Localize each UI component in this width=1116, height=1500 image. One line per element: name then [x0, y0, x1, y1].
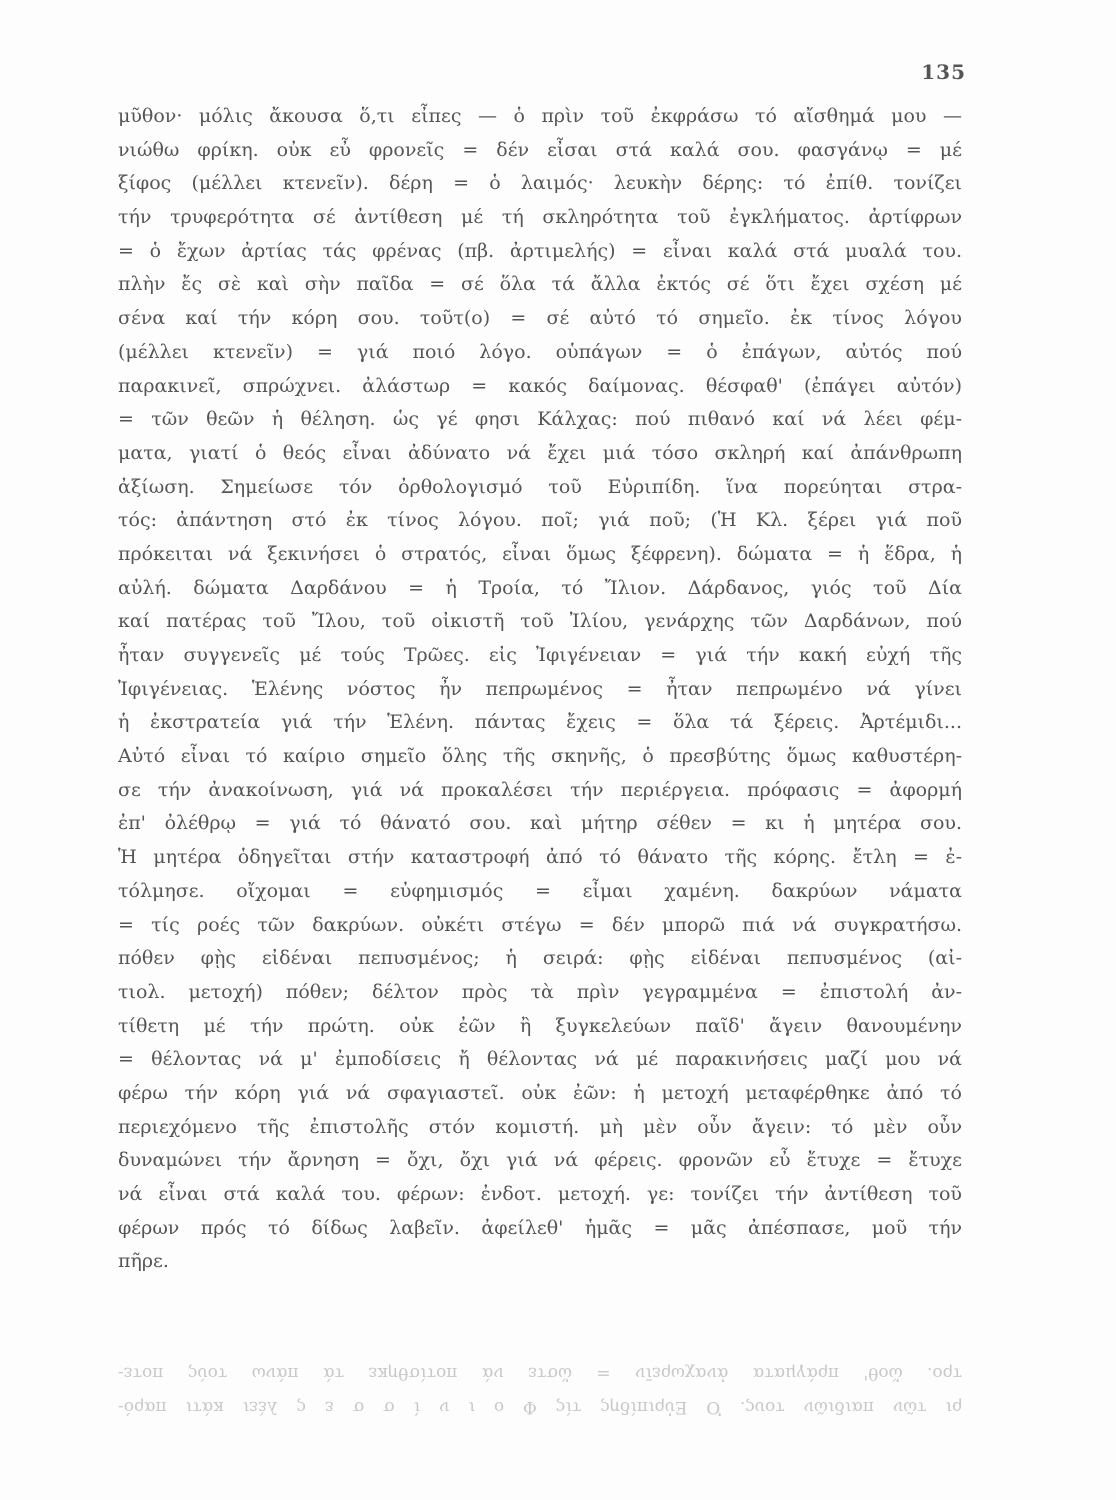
text-line: (μέλλει κτενεῖν) = γιά ποιό λόγο. οὑπάγων = ὁ ἐπάγων, αὐτός πού [118, 340, 962, 363]
text-line: νά εἶναι στά καλά του. φέρων: ἐνδοτ. μετοχή. γε: τονίζει τήν ἀντίθεση τοῦ [118, 1183, 962, 1205]
text-line: ἐπ' ὀλέθρῳ = γιά τό θάνατό σου. καὶ μήτηρ σέθεν = κι ἡ μητέρα σου. [118, 812, 962, 835]
text-line: τίθετη μέ τήν πρώτη. οὐκ ἐῶν ἢ ξυγκελεύων παῖδ' ἄγειν θανουμένην [118, 1014, 962, 1037]
text-line: ματα, γιατί ὁ θεός εἶναι ἀδύνατο νά ἔχει μιά τόσο σκληρή καί ἀπάνθρωπη [118, 441, 962, 464]
text-line: πόθεν φῂς εἰδέναι πεπυσμένος; ἡ σειρά: φῂς εἰδέναι πεπυσμένος (αἰ- [118, 947, 962, 970]
commentary-text [118, 100, 962, 1279]
text-line: = θέλοντας νά μ' ἐμποδίσεις ἤ θέλοντας νά μέ παρακινήσεις μαζί μου νά [118, 1048, 962, 1071]
text-line: δυναμώνει τήν ἄρνηση = ὄχι, ὄχι γιά νά φέρεις. φρονῶν εὖ ἔτυχε = ἔτυχε [118, 1149, 962, 1172]
text-line: = τῶν θεῶν ἡ θέληση. ὡς γέ φησι Κάλχας: πού πιθανό καί νά λέει φέμ- [118, 408, 962, 431]
text-line: περιεχόμενο τῆς ἐπιστολῆς στόν κομιστή. μὴ μὲν οὖν ἄγειν: τό μὲν οὖν [118, 1115, 962, 1138]
text-line: ἦταν συγγενεῖς μέ τούς Τρῶες. εἰς Ἰφιγένειαν = γιά τήν κακή εὐχή τῆς [118, 644, 962, 666]
text-line: τόλμησε. οἴχομαι = εὐφημισμός = εἶμαι χαμένη. δακρύων νάματα [118, 879, 962, 902]
text-line: φέρω τήν κόρη γιά νά σφαγιαστεῖ. οὐκ ἐῶν: ἡ μετοχή μεταφέρθηκε ἀπό τό [118, 1081, 962, 1104]
text-line: πλὴν ἔς σὲ καὶ σὴν παῖδα = σέ ὅλα τά ἄλλα ἐκτός σέ ὅτι ἔχει σχέση μέ [118, 273, 962, 296]
text-line: τός: ἀπάντηση στό ἐκ τίνος λόγου. ποῖ; γιά ποῦ; (Ἡ Κλ. ξέρει γιά ποῦ [118, 509, 962, 532]
text-line: μῦθον· μόλις ἄκουσα ὅ,τι εἶπες — ὁ πρὶν τοῦ ἐκφράσω τό αἴσθημά μου — [118, 105, 962, 127]
text-line: = τίς ροές τῶν δακρύων. οὐκέτι στέγω = δέν μπορῶ πιά νά συγκρατήσω. [118, 913, 962, 936]
text-line: ἡ ἐκστρατεία γιά τήν Ἑλένη. πάντας ἔχεις = ὅλα τά ξέρεις. Ἀρτέμιδι... [118, 711, 962, 734]
text-line: σένα καί τήν κόρη σου. τοῦτ(ο) = σέ αὐτό τό σημεῖο. ἐκ τίνος λόγου [118, 307, 962, 330]
page-number: 135 [921, 60, 966, 84]
text-line: πῆρε. [118, 1250, 169, 1273]
text-line: Ἡ μητέρα ὁδηγεῖται στήν καταστροφή ἀπό τό θάνατο τῆς κόρης. ἔτλη = ἐ- [118, 846, 962, 869]
text-line: Ἰφιγένειας. Ἑλένης νόστος ἦν πεπρωμένος = ἦταν πεπρωμένο νά γίνει [118, 677, 962, 700]
bleed-through-text: ρι τῶν παιδιῶν τους. Ὁ Εὐριπίδης τίς Φ ο ι ν ί σ σ ε ς λέει κάτι παρό- [118, 1397, 962, 1417]
text-line: ἀξίωση. Σημείωσε τόν ὀρθολογισμό τοῦ Εὐριπίδη. ἵνα πορεύηται στρα- [118, 475, 962, 498]
text-line: σε τήν ἀνακοίνωση, γιά νά προκαλέσει τήν περιέργεια. πρόφασις = ἀφορμή [118, 778, 962, 801]
text-line: τήν τρυφερότητα σέ ἀντίθεση μέ τή σκληρότητα τοῦ ἐγκλήματος. ἀρτίφρων [118, 206, 962, 229]
text-line: νιώθω φρίκη. οὐκ εὖ φρονεῖς = δέν εἶσαι στά καλά σου. φασγάνῳ = μέ [118, 138, 962, 161]
text-line: αὐλή. δώματα Δαρδάνου = ἡ Τροία, τό Ἴλιον. Δάρδανος, γιός τοῦ Δία [118, 576, 962, 599]
text-line: ξίφος (μέλλει κτενεῖν). δέρη = ὁ λαιμός· λευκὴν δέρης: τό ἐπίθ. τονίζει [118, 172, 962, 195]
text-line: φέρων πρός τό δίδως λαβεῖν. ἀφείλεθ' ἡμᾶς = μᾶς ἀπέσπασε, μοῦ τήν [118, 1216, 962, 1239]
text-line: πρόκειται νά ξεκινήσει ὁ στρατός, εἶναι ὅμως ξέφρενη). δώματα = ἡ ἕδρα, ἡ [118, 542, 962, 565]
text-line: = ὁ ἔχων ἀρτίας τάς φρένας (πβ. ἀρτιμελής) = εἶναι καλά στά μυαλά του. [118, 239, 962, 262]
text-line: Αὐτό εἶναι τό καίριο σημεῖο ὅλης τῆς σκηνῆς, ὁ πρεσβύτης ὅμως καθυστέρη- [118, 745, 962, 768]
text-line: τιολ. μετοχή) πόθεν; δέλτον πρὸς τὰ πρὶν γεγραμμένα = ἐπιστολή ἀν- [118, 980, 962, 1003]
text-line: καί πατέρας τοῦ Ἴλου, τοῦ οἰκιστῆ τοῦ Ἰλίου, γενάρχης τῶν Δαρδάνων, πού [118, 610, 962, 633]
text-line: παρακινεῖ, σπρώχνει. ἀλάστωρ = κακός δαίμονας. θέσφαθ' (ἐπάγει αὐτόν) [118, 374, 962, 397]
bleed-through-text: τρο. ὥοθ' πράγματα ἀναχωρεῖν = ὥστε νά ποτίσθηκε τά πάνω τούς ποτε- [118, 1363, 962, 1383]
